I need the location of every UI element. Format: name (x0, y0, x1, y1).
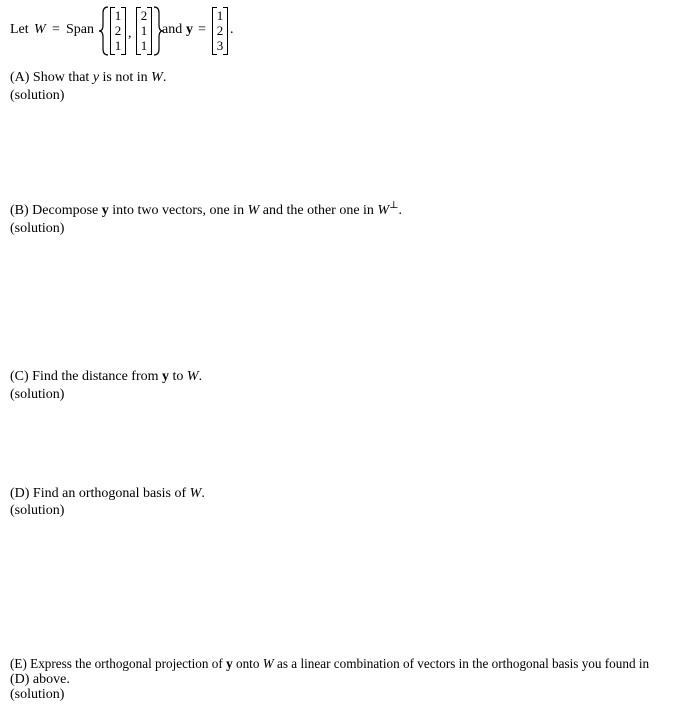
vector-entry: 3 (216, 38, 224, 53)
vector-entry: 2 (216, 23, 224, 38)
part-d-solution: (solution) (10, 503, 65, 518)
var-w: W (186, 369, 199, 384)
var-y: y (92, 70, 100, 85)
part-b-solution: (solution) (10, 221, 65, 236)
var-y: y (101, 203, 109, 218)
part-a-solution: (solution) (10, 88, 65, 103)
left-brace (98, 6, 110, 56)
vector-y-symbol: y (186, 22, 193, 37)
basis-vector-1 (110, 6, 126, 54)
period: . (230, 22, 234, 37)
part-c-question: (C) Find the distance from y to W. (10, 369, 203, 384)
vector-entry: 1 (114, 8, 122, 23)
equals-sign: = (198, 22, 206, 37)
comma: , (128, 26, 132, 41)
vector-entry: 2 (114, 23, 122, 38)
var-y: y (226, 656, 233, 671)
let-label: Let (10, 22, 29, 37)
var-w: W (189, 486, 202, 501)
part-e-solution: (solution) (10, 687, 65, 702)
and-label: and (162, 22, 183, 37)
vector-entry: 2 (140, 8, 148, 23)
vector-entry: 1 (140, 23, 148, 38)
subspace-w-symbol: W (34, 22, 46, 37)
vector-entry: 1 (140, 38, 148, 53)
part-c-solution: (solution) (10, 387, 65, 402)
var-w: W (262, 656, 274, 671)
var-y: y (162, 369, 170, 384)
var-w: W (247, 203, 260, 218)
vector-entry: 1 (114, 38, 122, 53)
equals-sign: = (52, 22, 60, 37)
part-b-question: (B) Decompose y into two vectors, one in W and the other one in W⊥. (10, 200, 403, 218)
vector-entry: 1 (216, 8, 224, 23)
span-label: Span (66, 22, 94, 37)
part-e-question-continued: (D) above. (10, 672, 70, 687)
perp-symbol: ⊥ (389, 200, 399, 211)
part-d-question: (D) Find an orthogonal basis of W. (10, 486, 205, 501)
vector-y (212, 6, 228, 54)
basis-vector-2 (136, 6, 152, 54)
var-w: W (151, 70, 163, 85)
var-w: W (377, 203, 390, 218)
part-a-question: (A) Show that y is not in W. (10, 70, 167, 85)
part-e-question: (E) Express the orthogonal projection of y onto W as a linear combination of vectors in the orthogonal basis you found in (10, 656, 650, 671)
